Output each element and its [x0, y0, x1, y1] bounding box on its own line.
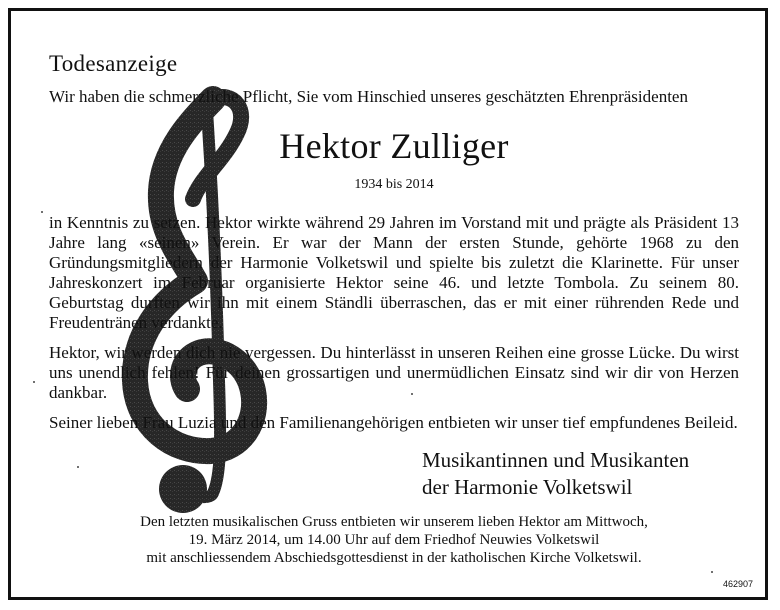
print-speck — [711, 571, 713, 573]
signature-block — [422, 447, 739, 501]
obituary-notice — [8, 8, 768, 600]
service-details — [49, 513, 739, 567]
notice-label: Todesanzeige — [49, 51, 178, 76]
service-line: Den letzten musikalischen Gruss entbieten wir unserem lieben Hektor am Mittwoch, — [140, 514, 648, 530]
print-speck — [33, 381, 35, 383]
tribute-paragraph: in Kenntnis zu setzen. Hektor wirkte während 29 Jahren im Vorstand mit und prägte als Präsident 13 Jahre lang «seinen» Verein. Er war der Mann der ersten Stunde, gehörte 1968 zu den Gründungsmitgliedern der Harmonie Volketswil und spielte bis zuletzt die Klarinette. Für unser Jahreskonzert im Februar organisierte Hektor seine 46. und letzte Tombola. Zu seinem 80. Geburtstag durften wir ihn mit einem Ständli überraschen, das er mit einer rührenden Rede und Freudentränen verdankte. — [49, 213, 739, 332]
notice-content — [49, 51, 739, 567]
farewell-paragraph: Hektor, wir werden dich nie vergessen. Du hinterlässt in unseren Reihen eine grosse Lücke. Du wirst uns unendlich fehlen! Für deinen grossartigen und unermüdlichen Einsatz sind wir dir von Herzen dankbar. — [49, 343, 739, 402]
ad-code: 462907 — [722, 579, 753, 589]
life-years: 1934 bis 2014 — [354, 177, 434, 192]
deceased-name: Hektor Zulliger — [279, 126, 509, 166]
condolence-paragraph: Seiner lieben Frau Luzia und den Familienangehörigen entbieten wir unser tief empfundenes Beileid. — [49, 413, 738, 432]
intro-line: Wir haben die schmerzliche Pflicht, Sie vom Hinschied unseres geschätzten Ehrenpräsidenten — [49, 87, 688, 106]
service-line: mit anschliessendem Abschiedsgottesdienst in der katholischen Kirche Volketswil. — [146, 550, 642, 566]
signer-line: Musikantinnen und Musikanten — [422, 448, 690, 472]
signer-line: der Harmonie Volketswil — [422, 475, 633, 499]
service-line: 19. März 2014, um 14.00 Uhr auf dem Friedhof Neuwies Volketswil — [188, 532, 600, 548]
print-speck — [41, 211, 43, 213]
